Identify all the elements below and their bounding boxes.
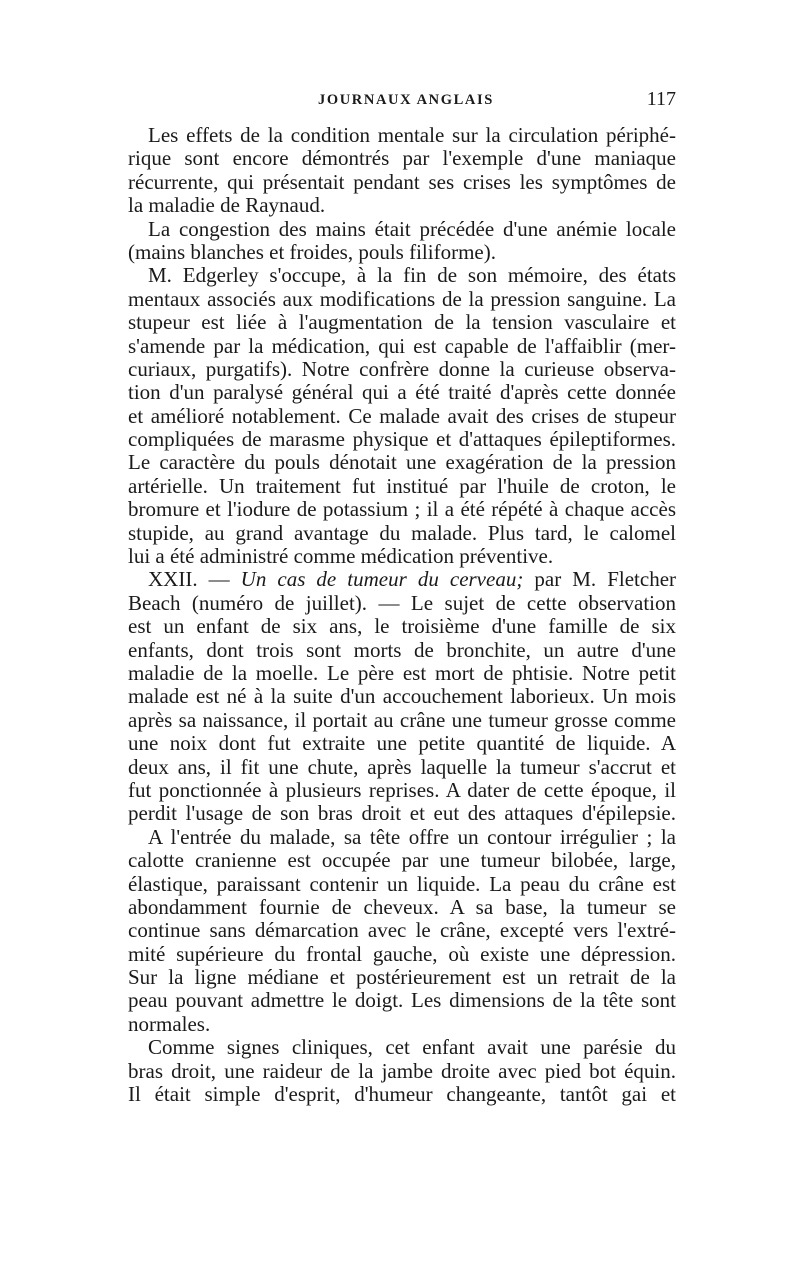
page-number: 117 (646, 88, 676, 110)
text-line: compliquées de marasme physique et d'attaques épileptiformes. (128, 427, 676, 452)
text-line: maladie de la moelle. Le père est mort de phtisie. Notre petit (128, 660, 676, 685)
text-line: Le caractère du pouls dénotait une exagération de la pression (128, 450, 676, 475)
text-line: bras droit, une raideur de la jambe droite avec pied bot équin. (128, 1058, 676, 1083)
text-line: fut ponctionnée à plusieurs reprises. A dater de cette époque, il (128, 777, 676, 802)
section-author: par M. Fletcher (534, 567, 677, 592)
text-line: artérielle. Un traitement fut institué par l'huile de croton, le (128, 473, 676, 498)
text-line: après sa naissance, il portait au crâne une tumeur grosse comme (128, 707, 676, 732)
text-line: curiaux, purgatifs). Notre confrère donne la curieuse observa- (128, 356, 676, 381)
text-line: Il était simple d'esprit, d'humeur changeante, tantôt gai et (128, 1082, 676, 1107)
running-header (128, 88, 676, 114)
text-line: Comme signes cliniques, cet enfant avait une parésie du (148, 1035, 676, 1060)
text-line: s'amende par la médication, qui est capable de l'affaiblir (mer- (128, 333, 676, 358)
text-line: stupeur est liée à l'augmentation de la tension vasculaire et (128, 310, 676, 335)
text-line: enfants, dont trois sont morts de bronchite, un autre d'une (128, 637, 676, 662)
text-line: mentaux associés aux modifications de la pression sanguine. La (128, 286, 676, 311)
text-line: A l'entrée du malade, sa tête offre un contour irrégulier ; la (148, 824, 676, 849)
text-line: La congestion des mains était précédée d'une anémie locale (148, 216, 676, 241)
section-heading-line (128, 568, 676, 591)
text-line: continue sans démarcation avec le crâne, excepté vers l'extré- (128, 918, 676, 943)
text-line: Sur la ligne médiane et postérieurement est un retrait de la (128, 965, 676, 990)
text-line: récurrente, qui présentait pendant ses crises les symptômes de (128, 169, 676, 194)
text-line: stupide, au grand avantage du malade. Plus tard, le calomel (128, 520, 676, 545)
text-line: lui a été administré comme médication préventive. (128, 544, 554, 569)
text-line: la maladie de Raynaud. (128, 193, 326, 218)
text-line: et amélioré notablement. Ce malade avait des crises de stupeur (128, 403, 676, 428)
text-line: tion d'un paralysé général qui a été traité d'après cette donnée (128, 380, 676, 405)
text-line: M. Edgerley s'occupe, à la fin de son mémoire, des états (148, 263, 676, 288)
section-number: XXII. — (148, 567, 230, 592)
text-line: perdit l'usage de son bras droit et eut des attaques d'épilepsie. (128, 801, 676, 826)
text-line: Les effets de la condition mentale sur la circulation périphé- (148, 123, 676, 147)
text-line: deux ans, il fit une chute, après laquelle la tumeur s'accrut et (128, 754, 676, 779)
text-line: élastique, paraissant contenir un liquide. La peau du crâne est (128, 871, 676, 896)
text-line: mité supérieure du frontal gauche, où existe une dépression. (128, 941, 676, 966)
text-line: Beach (numéro de juillet). — Le sujet de cette observation (128, 590, 676, 615)
text-line: peau pouvant admettre le doigt. Les dimensions de la tête sont (128, 988, 676, 1013)
text-line: une noix dont fut extraite une petite quantité de liquide. A (128, 731, 676, 756)
body-text (128, 124, 676, 1106)
text-line: est un enfant de six ans, le troisième d'une famille de six (128, 614, 676, 639)
text-line: malade est né à la suite d'un accouchement laborieux. Un mois (128, 684, 676, 709)
text-line: calotte cranienne est occupée par une tumeur bilobée, large, (128, 848, 676, 873)
text-line: rique sont encore démontrés par l'exemple d'une maniaque (128, 146, 676, 171)
section-title: Un cas de tumeur du cerveau; (240, 567, 524, 592)
text-line: abondamment fournie de cheveux. A sa base, la tumeur se (128, 894, 676, 919)
text-line: (mains blanches et froides, pouls filiforme). (128, 239, 496, 264)
text-line: bromure et l'iodure de potassium ; il a été répété à chaque accès (128, 497, 676, 522)
text-line: normales. (128, 1011, 211, 1036)
running-title: JOURNAUX ANGLAIS (318, 92, 494, 108)
